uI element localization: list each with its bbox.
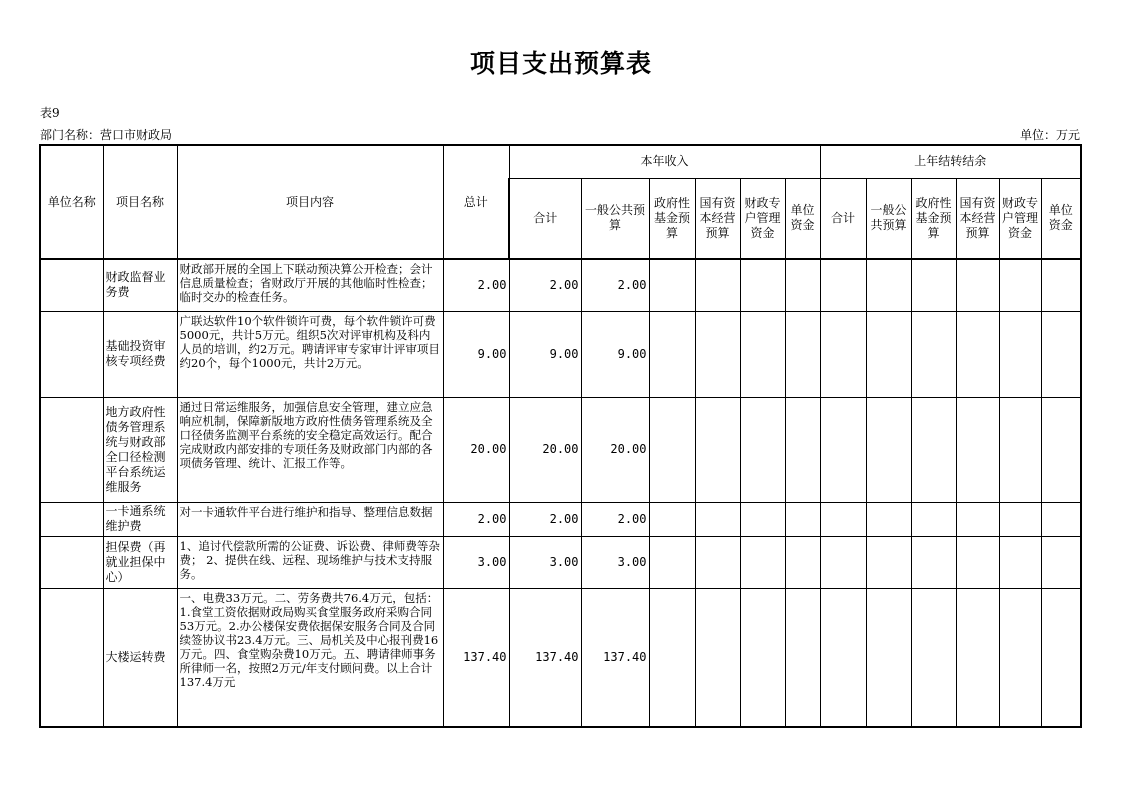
header-total: 总计 [443, 145, 509, 259]
header-cur-state-capital: 国有资本经营预算 [695, 178, 740, 259]
row-empty-cell [785, 502, 820, 536]
row-empty-cell [740, 397, 785, 502]
row-empty-cell [820, 259, 866, 311]
row-empty-cell [820, 588, 866, 727]
row-empty-cell [785, 536, 820, 588]
row-project-content: 财政部开展的全国上下联动预决算公开检查；会计信息质量检查；省财政厅开展的其他临时性检查；临时交办的检查任务。 [177, 259, 443, 311]
row-empty-cell [740, 588, 785, 727]
table-row [40, 311, 1081, 397]
row-total: 137.40 [443, 588, 509, 727]
department-name: 部门名称：营口市财政局 [40, 128, 173, 142]
row-empty-cell [999, 536, 1041, 588]
row-empty-cell [911, 397, 956, 502]
row-project-content: 通过日常运维服务，加强信息安全管理，建立应急响应机制，保障新版地方政府性债务管理系统及全口径债务监测平台系统的安全稳定高效运行。配合完成财政内部安排的专项任务及财政部门内部的各项债务管理、统计、汇报工作等。 [177, 397, 443, 502]
row-empty-cell [1041, 502, 1081, 536]
header-prev-special: 财政专户管理资金 [999, 178, 1041, 259]
row-empty-cell [911, 588, 956, 727]
row-empty-cell [695, 311, 740, 397]
row-empty-cell [866, 588, 911, 727]
unit-label: 单位：万元 [1019, 128, 1080, 142]
row-unit [40, 536, 103, 588]
row-cur-general: 2.00 [581, 259, 649, 311]
row-project-content: 一、电费33万元。二、劳务费共76.4万元，包括：1.食堂工资依据财政局购买食堂服务政府采购合同53万元。2.办公楼保安费依据保安服务合同及合同续签协议书23.4万元。三、局机关及中心报刊费16万元。四、食堂购杂费10万元。五、聘请律师事务所律师一名，按照2万元/年支付顾问费。以上合计137.4万元 [177, 588, 443, 727]
row-cur-sum: 9.00 [509, 311, 581, 397]
row-empty-cell [1041, 397, 1081, 502]
row-empty-cell [740, 311, 785, 397]
row-unit [40, 397, 103, 502]
row-empty-cell [695, 502, 740, 536]
row-empty-cell [956, 259, 999, 311]
row-empty-cell [649, 588, 695, 727]
header-cur-general: 一般公共预算 [581, 178, 649, 259]
row-cur-general: 9.00 [581, 311, 649, 397]
header-prev-state-capital: 国有资本经营预算 [956, 178, 999, 259]
header-unit-name: 单位名称 [40, 145, 103, 259]
table-number: 表9 [40, 106, 60, 120]
header-project-name: 项目名称 [103, 145, 177, 259]
row-empty-cell [956, 536, 999, 588]
row-total: 2.00 [443, 502, 509, 536]
row-empty-cell [649, 502, 695, 536]
header-project-content: 项目内容 [177, 145, 443, 259]
row-cur-sum: 3.00 [509, 536, 581, 588]
header-current-income: 本年收入 [509, 145, 820, 178]
row-project-name: 一卡通系统维护费 [103, 502, 177, 536]
row-cur-sum: 2.00 [509, 502, 581, 536]
row-unit [40, 259, 103, 311]
row-unit [40, 588, 103, 727]
row-empty-cell [695, 397, 740, 502]
row-empty-cell [999, 311, 1041, 397]
row-empty-cell [740, 536, 785, 588]
row-empty-cell [911, 259, 956, 311]
row-cur-sum: 137.40 [509, 588, 581, 727]
row-cur-general: 2.00 [581, 502, 649, 536]
row-empty-cell [866, 311, 911, 397]
table-row [40, 536, 1081, 588]
row-empty-cell [740, 502, 785, 536]
row-empty-cell [1041, 536, 1081, 588]
row-unit [40, 311, 103, 397]
row-cur-sum: 20.00 [509, 397, 581, 502]
row-empty-cell [866, 397, 911, 502]
row-empty-cell [695, 536, 740, 588]
table-row [40, 588, 1081, 727]
row-empty-cell [999, 502, 1041, 536]
row-empty-cell [956, 588, 999, 727]
row-empty-cell [649, 311, 695, 397]
row-empty-cell [866, 259, 911, 311]
row-empty-cell [785, 259, 820, 311]
row-empty-cell [956, 397, 999, 502]
row-empty-cell [785, 588, 820, 727]
header-cur-special: 财政专户管理资金 [740, 178, 785, 259]
row-empty-cell [999, 588, 1041, 727]
row-project-content: 1、追讨代偿款所需的公证费、诉讼费、律师费等杂费； 2、提供在线、远程、现场维护与技术支持服务。 [177, 536, 443, 588]
row-total: 9.00 [443, 311, 509, 397]
row-empty-cell [866, 502, 911, 536]
header-prev-carryover: 上年结转结余 [820, 145, 1081, 178]
header-cur-unit: 单位资金 [785, 178, 820, 259]
row-empty-cell [649, 536, 695, 588]
row-project-name: 地方政府性债务管理系统与财政部全口径检测平台系统运维服务 [103, 397, 177, 502]
row-project-name: 担保费（再就业担保中心） [103, 536, 177, 588]
row-empty-cell [911, 311, 956, 397]
row-empty-cell [820, 502, 866, 536]
header-cur-gov-fund: 政府性基金预算 [649, 178, 695, 259]
row-empty-cell [695, 259, 740, 311]
row-empty-cell [911, 536, 956, 588]
row-total: 2.00 [443, 259, 509, 311]
row-total: 3.00 [443, 536, 509, 588]
page-title: 项目支出预算表 [469, 49, 652, 78]
row-empty-cell [911, 502, 956, 536]
row-cur-general: 137.40 [581, 588, 649, 727]
header-cur-sum: 合计 [509, 178, 581, 259]
row-empty-cell [1041, 259, 1081, 311]
row-empty-cell [820, 311, 866, 397]
row-empty-cell [999, 259, 1041, 311]
header-prev-general: 一般公共预算 [866, 178, 911, 259]
header-prev-gov-fund: 政府性基金预算 [911, 178, 956, 259]
row-unit [40, 502, 103, 536]
row-empty-cell [820, 397, 866, 502]
row-empty-cell [649, 259, 695, 311]
row-project-name: 财政监督业务费 [103, 259, 177, 311]
row-total: 20.00 [443, 397, 509, 502]
row-project-name: 大楼运转费 [103, 588, 177, 727]
budget-table [39, 144, 1082, 728]
row-project-content: 对一卡通软件平台进行维护和指导、整理信息数据 [177, 502, 443, 536]
row-empty-cell [956, 502, 999, 536]
row-cur-general: 20.00 [581, 397, 649, 502]
row-empty-cell [740, 259, 785, 311]
row-empty-cell [649, 397, 695, 502]
row-empty-cell [820, 536, 866, 588]
row-empty-cell [695, 588, 740, 727]
row-project-name: 基础投资审核专项经费 [103, 311, 177, 397]
table-row [40, 502, 1081, 536]
row-cur-sum: 2.00 [509, 259, 581, 311]
row-empty-cell [1041, 311, 1081, 397]
row-empty-cell [785, 311, 820, 397]
row-cur-general: 3.00 [581, 536, 649, 588]
row-empty-cell [999, 397, 1041, 502]
row-project-content: 广联达软件10个软件锁许可费，每个软件锁许可费5000元，共计5万元。组织5次对评审机构及科内人员的培训，约2万元。聘请评审专家审计评审项目约20个，每个1000元，共计2万元。 [177, 311, 443, 397]
header-prev-unit: 单位资金 [1041, 178, 1081, 259]
table-row [40, 259, 1081, 311]
row-empty-cell [956, 311, 999, 397]
table-row [40, 397, 1081, 502]
row-empty-cell [866, 536, 911, 588]
header-prev-sum: 合计 [820, 178, 866, 259]
row-empty-cell [1041, 588, 1081, 727]
row-empty-cell [785, 397, 820, 502]
